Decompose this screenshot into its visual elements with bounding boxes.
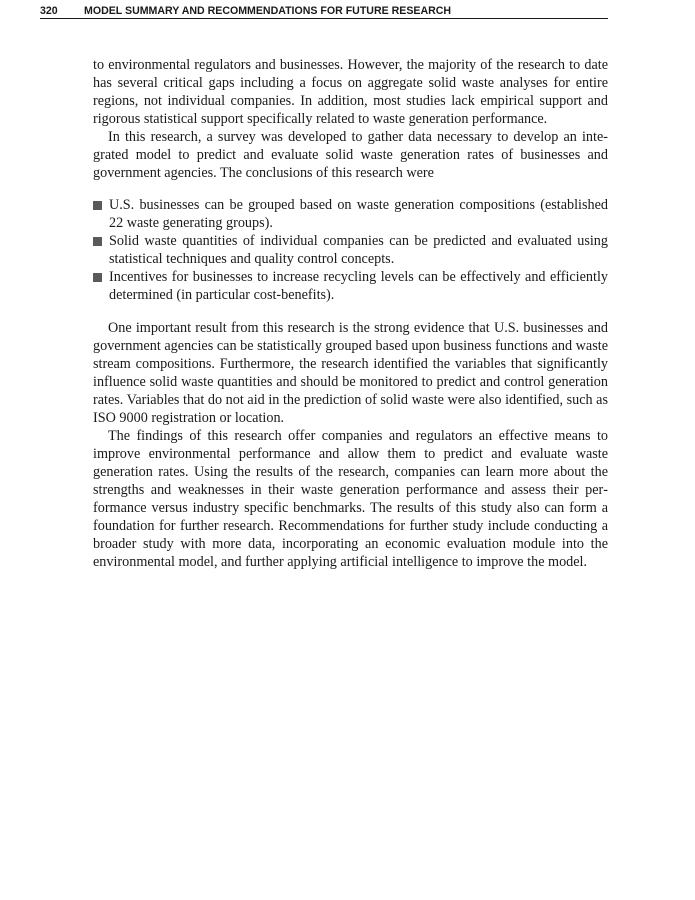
list-item-text: Solid waste quantities of individual companies can be predicted and evaluated using statistical techniques and quality control concepts. — [109, 233, 608, 267]
conclusions-list — [93, 196, 608, 304]
page-number: 320 — [40, 5, 58, 17]
list-item-text: U.S. businesses can be grouped based on waste generation compositions (established 22 waste generating groups). — [109, 197, 608, 231]
body-text — [93, 56, 608, 571]
paragraph-continued: to environmental regulators and businesses. However, the majority of the research to date has several critical gaps including a focus on aggregate solid waste analyses for entire regions, not individual companies. In addition, most studies lack empirical support and rigorous statistical support specifically related to waste generation performance. — [93, 57, 608, 127]
list-item — [93, 196, 608, 232]
paragraph-results: One important result from this research is the strong evidence that U.S. businesses and government agencies can be statistically grouped based upon business functions and waste stream compositions. Furthermore, the research identified the variables that significantly influence solid waste quantities and should be monitored to predict and control generation rates. Variables that do not aid in the prediction of solid waste were also identified, such as ISO 9000 registration or location. — [93, 320, 608, 426]
paragraph-survey: In this research, a survey was developed to gather data necessary to develop an integrated model to predict and evaluate solid waste generation rates of businesses and government agencies. The conclusions of this research were — [93, 129, 608, 181]
list-item — [93, 268, 608, 304]
square-bullet-icon — [93, 201, 102, 210]
square-bullet-icon — [93, 273, 102, 282]
list-item-text: Incentives for businesses to increase recycling levels can be effectively and efficiently determined (in particular cost-benefits). — [109, 269, 608, 303]
square-bullet-icon — [93, 237, 102, 246]
running-title: MODEL SUMMARY AND RECOMMENDATIONS FOR FUTURE RESEARCH — [84, 5, 452, 17]
paragraph-findings: The findings of this research offer companies and regulators an effective means to improve environmental performance and allow them to predict and evaluate waste generation rates. Using the results of the research, companies can learn more about the strengths and weaknesses in their waste generation performance and assess their performance versus industry specific benchmarks. The results of this study also can form a foundation for further research. Recommendations for further study include conducting a broader study with more data, incorporating an economic evaluation module into the environmental model, and further applying artificial intelligence to improve the model. — [93, 428, 608, 570]
running-head — [40, 5, 608, 19]
list-item — [93, 232, 608, 268]
